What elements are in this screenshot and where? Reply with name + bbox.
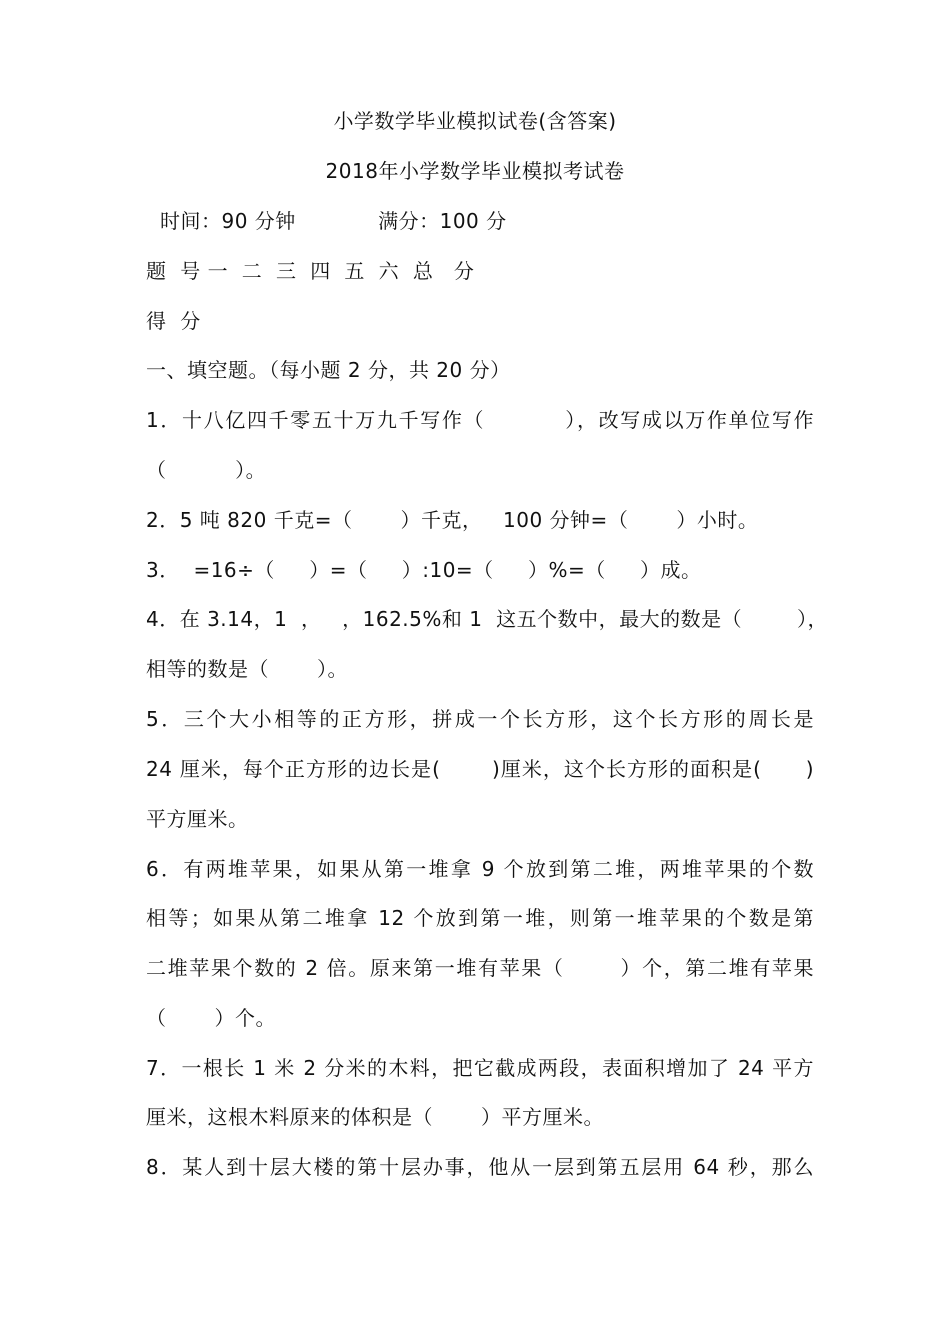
question-line: 5．三个大小相等的正方形，拼成一个长方形，这个长方形的周长是 (146, 707, 814, 731)
score-table-score-row: 得 分 (146, 309, 201, 333)
document-subtitle: 2018年小学数学毕业模拟考试卷 (325, 159, 625, 183)
time-and-score: 时间：90 分钟 满分：100 分 (160, 209, 507, 233)
question-line: 2．5 吨 820 千克=（ ）千克， 100 分钟=（ ）小时。 (146, 508, 759, 532)
question-line: （ ）。 (146, 458, 267, 482)
question-line: 7．一根长 1 米 2 分米的木料，把它截成两段，表面积增加了 24 平方 (146, 1056, 814, 1080)
score-table-header: 题 号 一 二 三 四 五 六 总 分 (146, 259, 475, 283)
question-line: 相等的数是（ ）。 (146, 657, 349, 681)
document-title: 小学数学毕业模拟试卷(含答案) (333, 109, 617, 133)
question-line: （ ）个。 (146, 1006, 277, 1030)
question-line: 6．有两堆苹果，如果从第一堆拿 9 个放到第二堆，两堆苹果的个数 (146, 857, 814, 881)
question-line: 平方厘米。 (146, 807, 249, 831)
question-line: 二堆苹果个数的 2 倍。原来第一堆有苹果（ ）个，第二堆有苹果 (146, 956, 814, 980)
question-line: 相等；如果从第二堆拿 12 个放到第一堆，则第一堆苹果的个数是第 (146, 906, 814, 930)
section-heading-fill-blank: 一、填空题。（每小题 2 分，共 20 分） (146, 358, 511, 382)
question-line: 厘米，这根木料原来的体积是（ ）平方厘米。 (146, 1105, 605, 1129)
question-line: 3． =16÷（ ）=（ ）:10=（ ）%=（ ）成。 (146, 558, 702, 582)
question-line: 1．十八亿四千零五十万九千写作（ ），改写成以万作单位写作 (146, 408, 814, 432)
question-line: 4．在 3.14，1 ， ，162.5%和 1 这五个数中，最大的数是（ ）， (146, 607, 829, 631)
question-line: 24 厘米，每个正方形的边长是( )厘米，这个长方形的面积是( ) (146, 757, 814, 781)
question-line: 8．某人到十层大楼的第十层办事，他从一层到第五层用 64 秒，那么 (146, 1155, 814, 1179)
